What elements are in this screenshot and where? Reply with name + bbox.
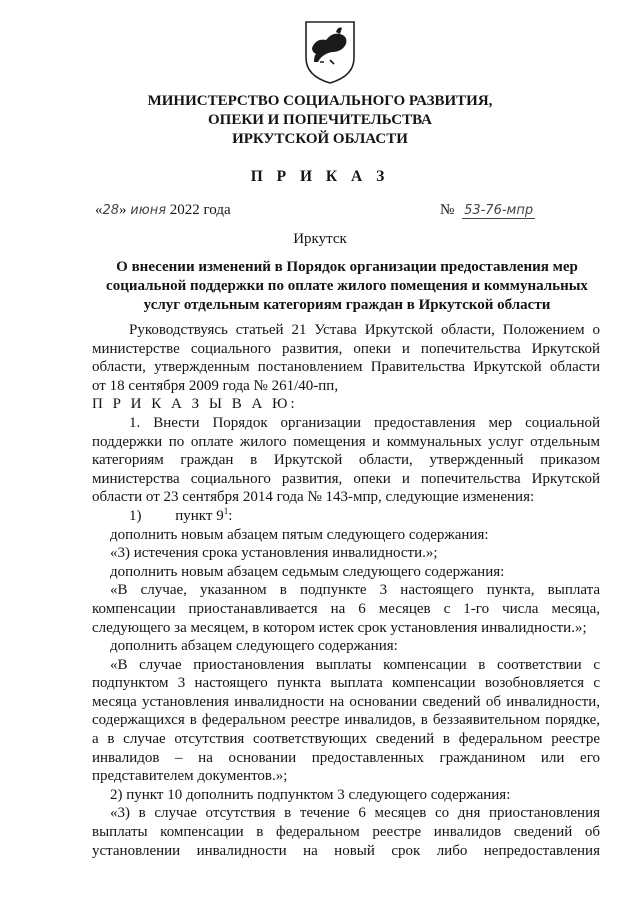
ministry-line: ОПЕКИ И ПОПЕЧИТЕЛЬСТВА xyxy=(208,112,432,128)
item1-line: министерства социального развития, опеки и попечительства Иркутской xyxy=(92,470,600,487)
order-body xyxy=(92,321,600,860)
subject-line: социальной поддержки по оплате жилого помещения и коммунальных xyxy=(106,278,588,294)
quote-line: месяца установления инвалидности на основании сведений об инвалидности, xyxy=(92,693,600,710)
ministry-line: ИРКУТСКОЙ ОБЛАСТИ xyxy=(232,131,408,147)
quote-line: содержащихся в федеральном реестре инвалидов, в беззаявительном порядке, xyxy=(92,712,600,729)
number-label: № xyxy=(440,202,455,218)
quote-line: установлении инвалидности на новый срок либо непредоставления xyxy=(92,842,600,859)
ministry-name xyxy=(120,92,520,149)
quote-line: «3) в случае отсутствия в течение 6 месяцев со дня приостановления xyxy=(110,805,600,822)
instruction-line: дополнить абзацем следующего содержания: xyxy=(110,638,398,655)
order-date xyxy=(95,202,231,219)
quote-line: а в случае отсутствия соответствующих сведений в федеральном реестре xyxy=(92,731,600,748)
intro-line: министерстве социального развития, опеки и попечительства Иркутской xyxy=(92,340,600,357)
intro-line: от 18 сентября 2009 года № 261/40-пп, xyxy=(92,377,339,394)
subject-line: услуг отдельным категориям граждан в Иркутской области xyxy=(143,297,551,313)
intro-line: области, утвержденным постановлением Правительства Иркутской области xyxy=(92,359,600,376)
subitem-1-sup: 1 xyxy=(223,505,229,516)
instruction-line: дополнить новым абзацем седьмым следующего содержания: xyxy=(110,563,505,580)
quote-line: следующего за месяцем, в котором истек срок установления инвалидности.»; xyxy=(92,619,587,636)
order-word: П Р И К А З Ы В А Ю: xyxy=(92,396,298,413)
date-year: 2022 года xyxy=(169,202,231,218)
subitem-1 xyxy=(92,507,600,526)
item1-line: 1. Внести Порядок организации предоставления мер социальной xyxy=(129,414,600,431)
quote-line: «В случае, указанном в подпункте 3 настоящего пункта, выплата xyxy=(110,582,600,599)
date-open-quote: « xyxy=(95,202,103,218)
item1-line: поддержки по оплате жилого помещения и коммунальных услуг отдельным xyxy=(92,433,600,450)
subject-line: О внесении изменений в Порядок организации предоставления мер xyxy=(116,259,578,275)
quote-line: представителем документов.»; xyxy=(92,768,288,785)
coat-of-arms-emblem xyxy=(302,18,358,86)
quote-line: инвалидов – на основании предоставленных гражданином или его xyxy=(92,749,600,766)
handwritten-day: 28 xyxy=(102,203,120,218)
ministry-line: МИНИСТЕРСТВО СОЦИАЛЬНОГО РАЗВИТИЯ, xyxy=(147,93,493,109)
quote-line: подпунктом 3 настоящего пункта выплата компенсации возобновляется с xyxy=(92,675,600,692)
subitem-1-number: 1) xyxy=(129,507,142,524)
document-type-title: П Р И К А З xyxy=(250,168,390,185)
intro-line: Руководствуясь статьей 21 Устава Иркутской области, Положением о xyxy=(129,322,600,338)
subitem-1-colon: : xyxy=(228,507,233,524)
order-subject xyxy=(92,258,602,315)
quote-line: компенсации приостанавливается на 6 месяцев с 1-го числа месяца, xyxy=(92,600,600,617)
item1-line: области от 23 сентября 2014 года № 143-мпр, следующие изменения: xyxy=(92,489,535,506)
quoted-clause: «3) истечения срока установления инвалидности.»; xyxy=(110,545,438,562)
instruction-line: дополнить новым абзацем пятым следующего содержания: xyxy=(110,526,489,543)
quote-line: «В случае приостановления выплаты компенсации в соответствии с xyxy=(110,656,600,673)
order-number xyxy=(440,202,535,219)
handwritten-number: 53-76-мпр xyxy=(464,203,534,218)
subitem-1-text: пункт 9 xyxy=(175,507,224,524)
item1-line: категориям граждан в Иркутской области, утвержденный приказом xyxy=(92,452,600,469)
subitem-2: 2) пункт 10 дополнить подпунктом 3 следующего содержания: xyxy=(110,786,511,803)
handwritten-month: июня xyxy=(130,203,167,218)
quote-line: выплаты компенсации в федеральном реестре инвалидов сведений об xyxy=(92,824,600,841)
city-name: Иркутск xyxy=(293,231,347,247)
date-close-quote: » xyxy=(119,202,127,218)
